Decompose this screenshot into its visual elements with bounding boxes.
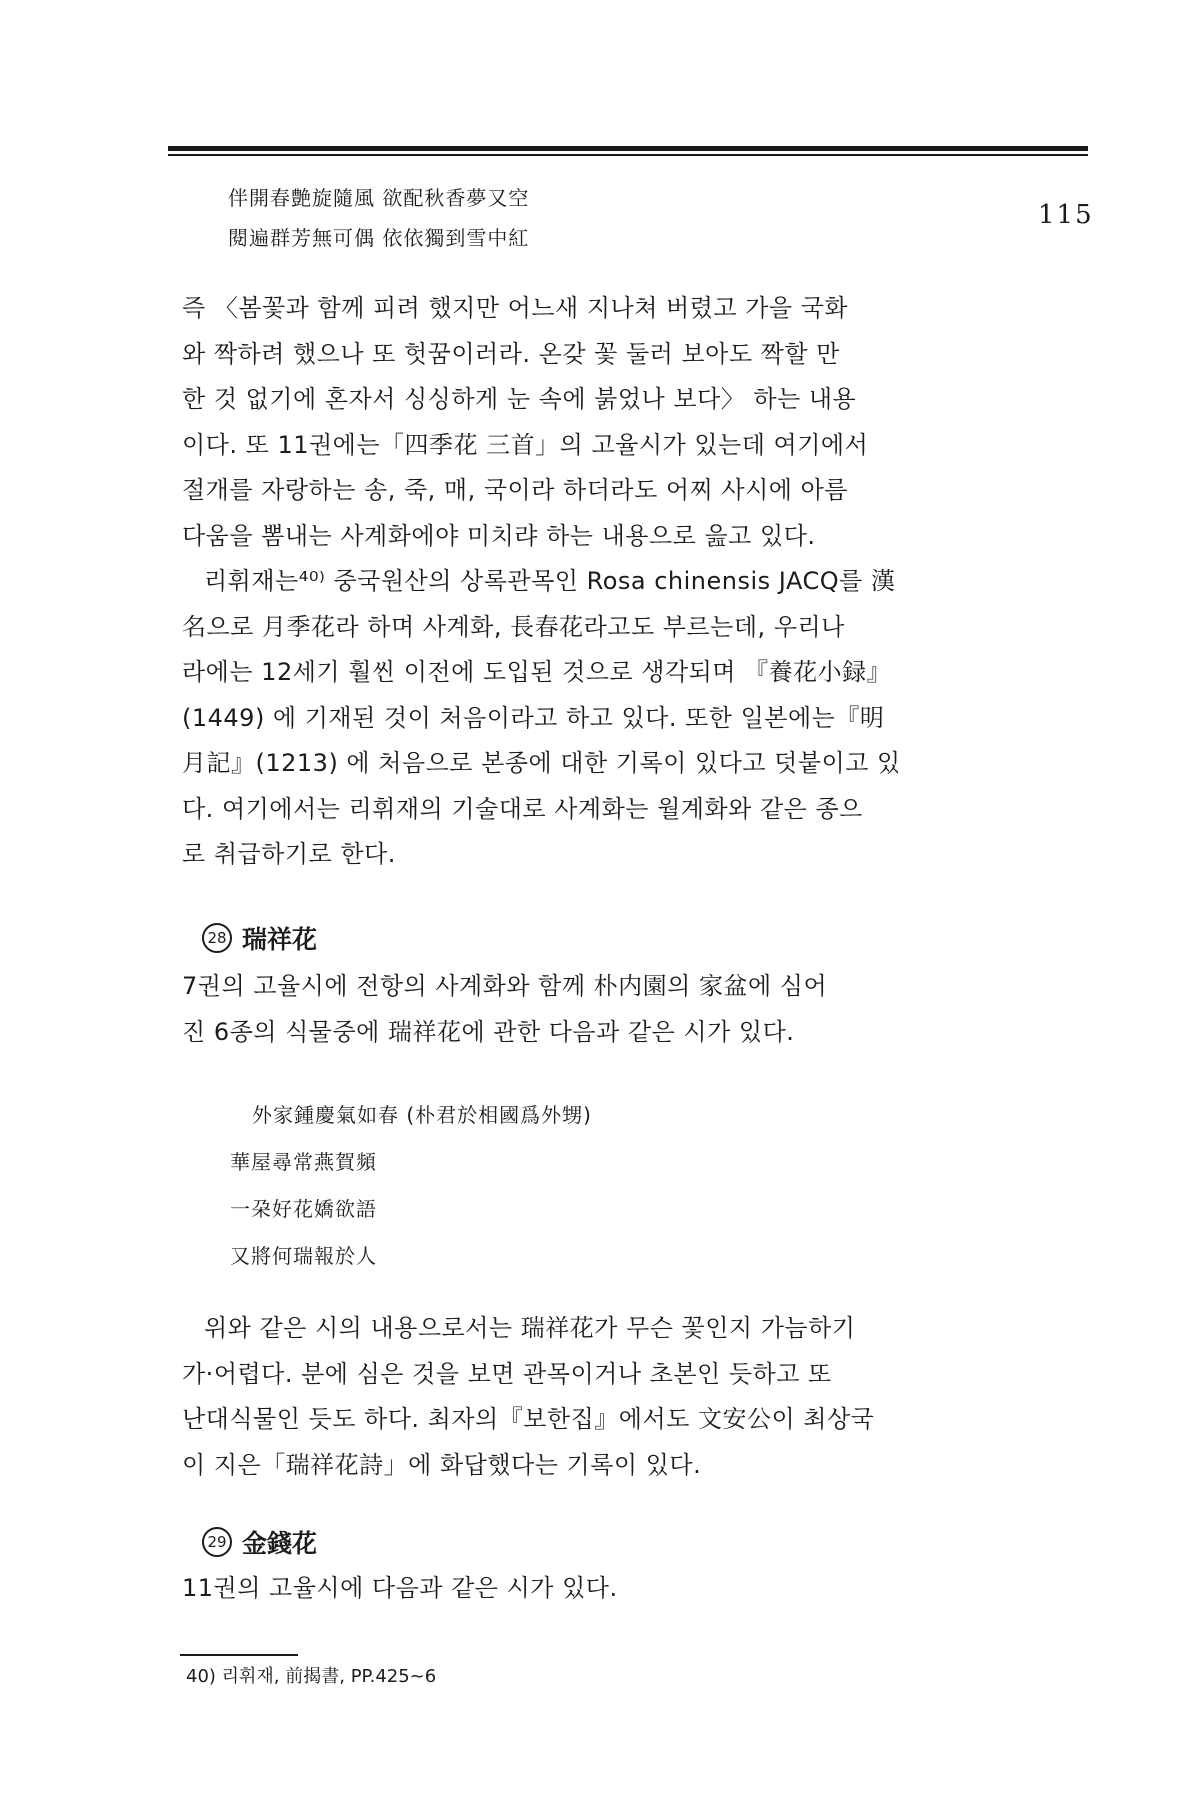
poem-block-1	[228, 178, 529, 258]
text-line: (1449) 에 기재된 것이 처음이라고 하고 있다. 또한 일본에는『明	[182, 703, 885, 732]
paragraph-2	[182, 559, 938, 878]
poem-line: 伴開春艶旋隨風 欲配秋香夢又空	[228, 186, 530, 210]
poem-line: 一朶好花嬌欲語	[230, 1197, 377, 1221]
poem-block-2	[230, 1092, 592, 1280]
section-title: 金錢花	[242, 1529, 318, 1558]
text-line: 즉 〈봄꽃과 함께 피려 했지만 어느새 지나쳐 버렸고 가을 국화	[182, 294, 849, 322]
paragraph-5	[182, 1566, 938, 1612]
header-rule-thick	[168, 146, 1088, 151]
text-line: 라에는 12세기 훨씬 이전에 도입된 것으로 생각되며 『養花小録』	[182, 658, 892, 686]
text-line: 위와 같은 시의 내용으로서는 瑞祥花가 무슨 꽃인지 가늠하기	[204, 1314, 856, 1342]
paragraph-3	[182, 964, 938, 1055]
text-line: 리휘재는⁴⁰⁾ 중국원산의 상록관목인 Rosa chinensis JACQ를 漢	[204, 567, 896, 595]
poem-line: 華屋尋常燕賀頻	[230, 1150, 377, 1174]
text-line: 月記』(1213) 에 처음으로 본종에 대한 기록이 있다고 덧붙이고 있	[182, 749, 901, 777]
header-rule-thin	[168, 154, 1088, 156]
text-line: 가·어렵다. 분에 심은 것을 보면 관목이거나 초본인 듯하고 또	[182, 1359, 832, 1388]
section-number-badge: 29	[202, 1527, 232, 1557]
text-line: 7권의 고율시에 전항의 사계화와 함께 朴内園의 家盆에 심어	[182, 972, 828, 1000]
text-line: 절개를 자랑하는 송, 죽, 매, 국이라 하더라도 어찌 사시에 아름	[182, 476, 848, 504]
poem-line: 外家鍾慶氣如春 (朴君於相國爲外甥)	[252, 1103, 592, 1127]
text-line: 한 것 없기에 혼자서 싱싱하게 눈 속에 붉었나 보다〉 하는 내용	[182, 385, 857, 413]
text-line: 이 지은「瑞祥花詩」에 화답했다는 기록이 있다.	[182, 1450, 702, 1479]
text-line: 名으로 月季花라 하며 사계화, 長春花라고도 부르는데, 우리나	[182, 612, 845, 641]
paragraph-1	[182, 286, 938, 559]
footnote-rule	[180, 1654, 298, 1656]
section-title: 瑞祥花	[242, 925, 318, 954]
text-line: 로 취급하기로 한다.	[182, 840, 396, 868]
poem-line: 閱遍群芳無可偶 依依獨到雪中紅	[228, 226, 530, 250]
footnote: 40) 리휘재, 前揭書, PP.425~6	[186, 1666, 437, 1687]
section-number-badge: 28	[202, 923, 232, 953]
page-number: 115	[1038, 200, 1094, 230]
text-line: 진 6종의 식물중에 瑞祥花에 관한 다음과 같은 시가 있다.	[182, 1017, 795, 1046]
paragraph-4	[182, 1306, 938, 1488]
text-line: 와 짝하려 했으나 또 헛꿈이러라. 온갖 꽃 둘러 보아도 짝할 만	[182, 339, 840, 368]
text-line: 이다. 또 11권에는「四季花 三首」의 고율시가 있는데 여기에서	[182, 430, 869, 459]
poem-line: 又將何瑞報於人	[230, 1244, 377, 1268]
text-line: 다움을 뽐내는 사계화에야 미치랴 하는 내용으로 읊고 있다.	[182, 521, 816, 550]
section-heading-29	[202, 1524, 317, 1560]
section-heading-28	[202, 920, 317, 956]
text-line: 11권의 고율시에 다음과 같은 시가 있다.	[182, 1574, 618, 1602]
text-line: 다. 여기에서는 리휘재의 기술대로 사계화는 월계화와 같은 종으	[182, 794, 863, 823]
text-line: 난대식물인 듯도 하다. 최자의『보한집』에서도 文安公이 최상국	[182, 1405, 875, 1433]
